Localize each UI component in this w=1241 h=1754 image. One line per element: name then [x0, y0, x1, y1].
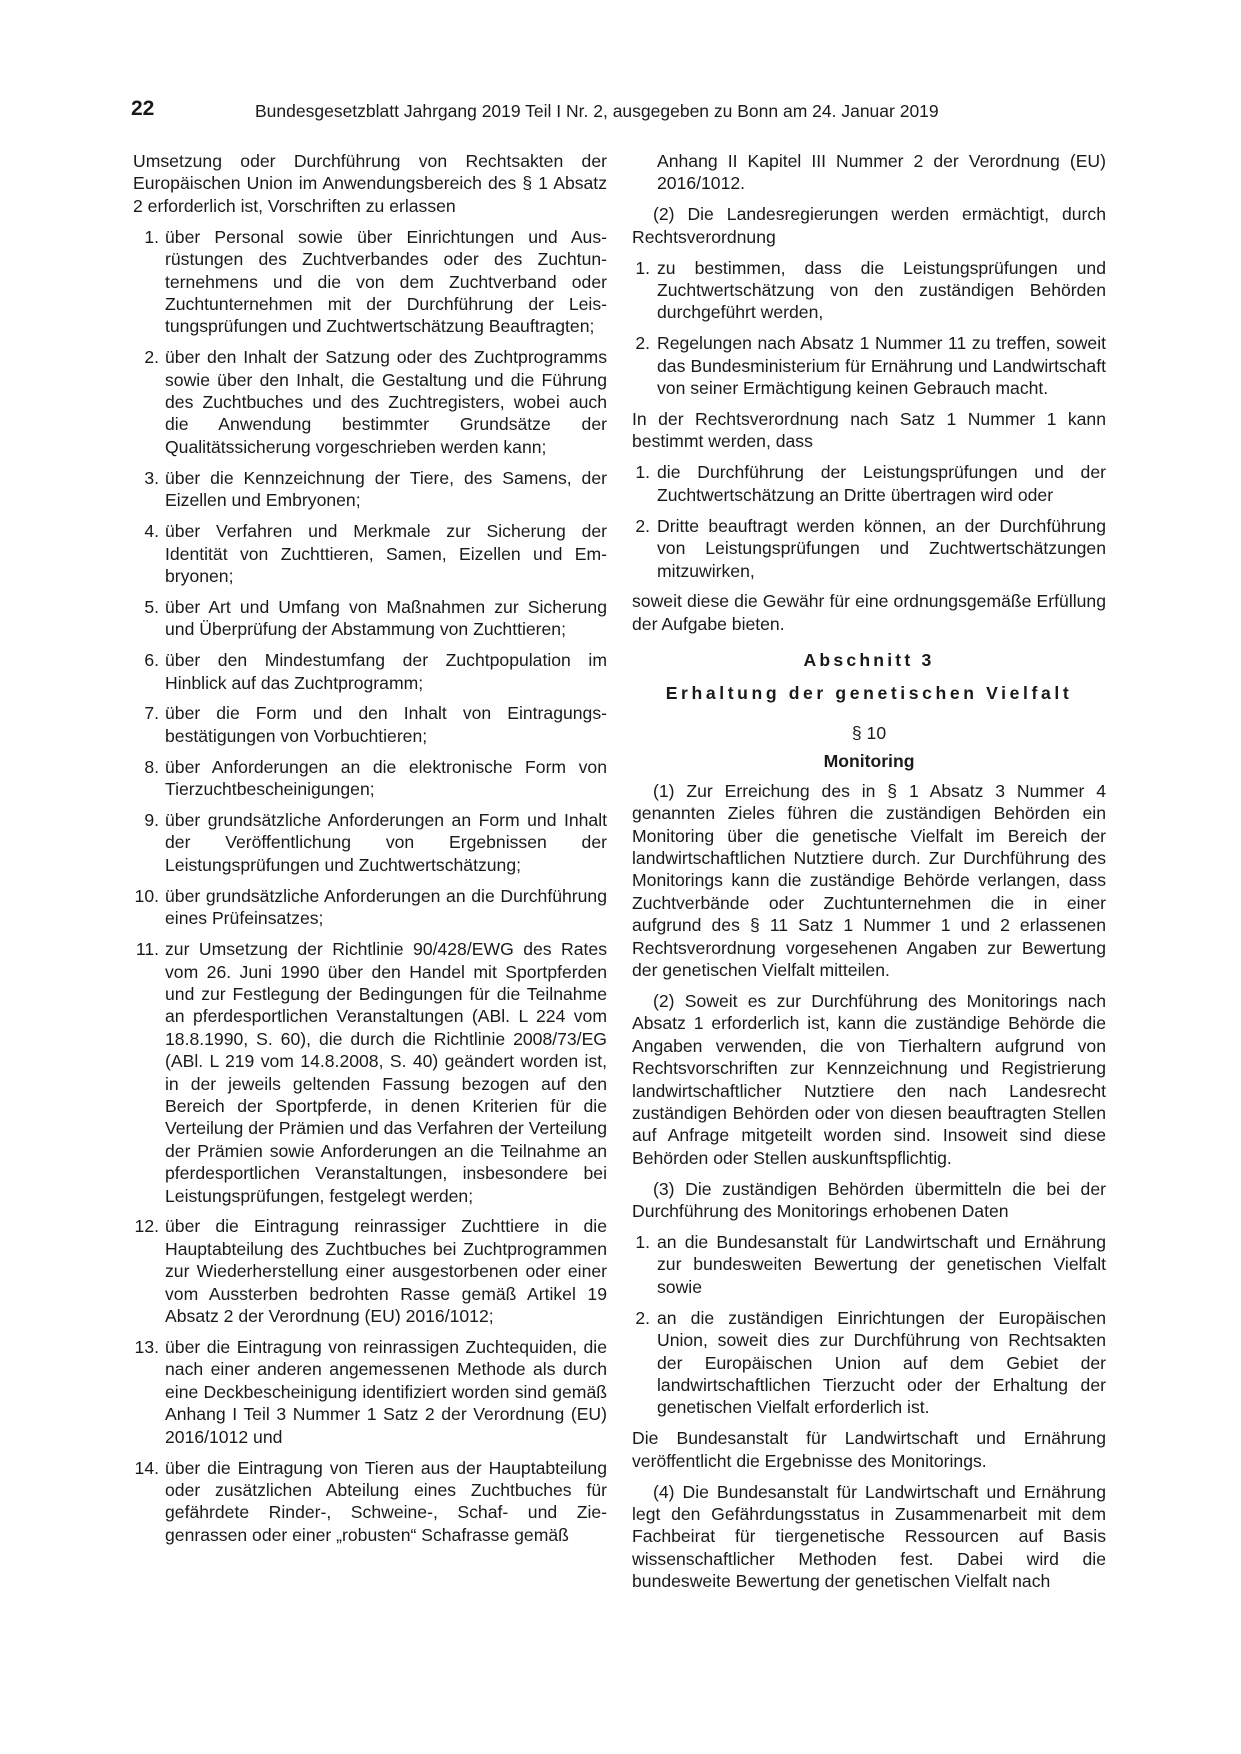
list-number: 12.	[134, 1216, 159, 1237]
list-item	[632, 515, 1106, 582]
list-item	[632, 1231, 1106, 1298]
list-number: 1.	[635, 1232, 650, 1253]
list-number: 5.	[144, 596, 159, 617]
list-number: 1.	[144, 226, 159, 247]
list-number: 11.	[135, 939, 159, 960]
list-item	[632, 461, 1106, 506]
list-number: 2.	[144, 347, 159, 368]
section-title: Erhaltung der genetischen Vielfalt	[665, 682, 1073, 703]
paragraph-2-list-b	[632, 461, 1106, 582]
list-text: über Verfahren und Merkmale zur Sicherung der Identität von Zuchttieren, Samen, Eizellen und Embryonen;	[165, 521, 607, 586]
list-item	[133, 938, 607, 1207]
list-text: über die Kennzeichnung der Tiere, des Samens, der Eizellen und Embryonen;	[165, 467, 607, 511]
paragraph-2-sentence: In der Rechtsverordnung nach Satz 1 Nummer 1 kann bestimmt werden, dass	[632, 409, 1106, 452]
list-text: Regelungen nach Absatz 1 Nummer 11 zu treffen, soweit das Bundesministerium für Ernährung und Landwirtschaft von seiner Ermächtigung keinen Gebrauch macht.	[657, 333, 1106, 399]
list-item	[632, 257, 1106, 324]
list-item	[133, 467, 607, 512]
list-number: 4.	[144, 521, 159, 542]
list-number: 13.	[134, 1337, 159, 1357]
list-item	[632, 332, 1106, 399]
list-item	[133, 1215, 607, 1327]
list-item	[632, 1307, 1106, 1419]
left-list	[133, 226, 607, 1546]
list-item	[133, 756, 607, 801]
list-number: 2.	[635, 1307, 650, 1328]
list-number: 2.	[635, 515, 650, 536]
list-text: über die Form und den Inhalt von Eintragungsbestätigungen von Vorbuchtieren;	[165, 703, 607, 746]
list-number: 3.	[144, 467, 159, 488]
monitoring-paragraph-1: (1) Zur Erreichung des in § 1 Absatz 3 Nummer 4 genannten Zieles führen die zuständigen Behörden ein Monitoring über die genetische Vielfalt im Bereich der landwirtschaftlichen Nutztiere durch. Zur Durchführung des Monitorings kann die zuständige Behörde verlangen, dass Zuchtverbände oder Zuchtunternehmen die in einer aufgrund des § 11 Satz 1 Nummer 1 und 2 erlassenen Rechtsverordnung vorgesehenen Angaben zur Bewertung der genetischen Vielfalt mitteilen.	[632, 780, 1106, 981]
monitoring-paragraph-3-list	[632, 1231, 1106, 1419]
list-text: über den Inhalt der Satzung oder des Zuchtprogramms sowie über den Inhalt, die Gestaltung und die Führung des Zuchtbuches und des Zuchtregisters, wobei auch die Anwendung bestimmter Grundsätze der Qualitätssicherung vorgeschrieben werden kann;	[165, 347, 607, 457]
list-item	[133, 809, 607, 876]
list-text: über grundsätzliche Anforderungen an Form und Inhalt der Veröffentlichung von Ergebnissen der Leistungsprüfungen und Zuchtwertschätzung;	[165, 810, 607, 875]
left-intro: Umsetzung oder Durchführung von Rechtsakten der Europäischen Union im Anwendungsbereich des § 1 Absatz 2 erforderlich ist, Vorschriften zu erlassen	[133, 151, 607, 216]
list-text: Dritte beauftragt werden können, an der Durchführung von Leistungsprüfungen und Zuchtwertschätzungen mitzuwirken,	[657, 515, 1106, 581]
list-number: 8.	[144, 756, 159, 777]
monitoring-paragraph-3-intro: (3) Die zuständigen Behörden übermitteln die bei der Durchführung des Monitorings erhobenen Daten	[632, 1178, 1106, 1222]
right-column	[632, 150, 1106, 1601]
list-number: 9.	[144, 810, 159, 831]
list-text: zur Umsetzung der Richtlinie 90/428/EWG des Rates vom 26. Juni 1990 über den Handel mit Sportpferden und zur Festlegung der Bedingungen für die Teilnahme an pferdesportlichen Veranstaltungen (ABl. L 224 vom 18.8.1990, S. 60), die durch die Richtlinie 2008/73/EG (ABl. L 219 vom 14.8.2008, S. 40) geändert worden ist, in der jeweils geltenden Fassung bezogen auf den Bereich der Sportpferde, in denen Kriterien für die Verteilung der Prämien und das Verfahren der Verteilung der Prämien sowie Anforderungen an die Teilnahme an pferdesportlichen Veranstaltungen, insbesondere bei Leistungsprüfungen, festgelegt werden;	[165, 939, 607, 1206]
list-text: über den Mindestumfang der Zuchtpopulation im Hinblick auf das Zuchtprogramm;	[165, 650, 607, 693]
list-text: über die Eintragung von Tieren aus der Hauptabteilung oder zusätzlichen Abteilung eines Zuchtbuches für gefährdete Rinder-, Schweine-, Schaf- und Ziegenrassen oder einer „robusten“ Schafrasse gemäß	[165, 1457, 607, 1545]
section-heading: Abschnitt 3	[803, 650, 935, 671]
paragraph-2-intro: (2) Die Landesregierungen werden ermächtigt, durch Rechtsverordnung	[632, 204, 1106, 247]
list-item	[133, 596, 607, 641]
paragraph-number: § 10	[851, 723, 887, 744]
running-title: Bundesgesetzblatt Jahrgang 2019 Teil I Nr. 2, ausgegeben zu Bonn am 24. Januar 2019	[255, 101, 939, 121]
paragraph-title: Monitoring	[823, 751, 915, 772]
list-text: über die Eintragung von reinrassigen Zuchtequiden, die nach einer anderen angemessenen Methode als durch eine Deckbescheinigung identifiziert worden sind gemäß Anhang I Teil 3 Nummer 1 Satz 2 der Verordnung (EU) 2016/1012 und	[165, 1337, 607, 1447]
monitoring-paragraph-3-closing: Die Bundesanstalt für Landwirtschaft und Ernährung veröffentlicht die Ergebnisse des Monitorings.	[632, 1428, 1106, 1471]
list-continuation: Anhang II Kapitel III Nummer 2 der Verordnung (EU) 2016/1012.	[657, 151, 1106, 194]
list-text: an die Bundesanstalt für Landwirtschaft und Ernährung zur bundesweiten Bewertung der genetischen Vielfalt sowie	[657, 1232, 1106, 1297]
list-item	[133, 226, 607, 338]
list-text: zu bestimmen, dass die Leistungsprüfungen und Zuchtwertschätzung von den zuständigen Behörden durchgeführt werden,	[657, 257, 1106, 323]
left-column	[133, 150, 607, 1555]
page-header	[131, 98, 1111, 128]
list-number: 7.	[144, 703, 159, 724]
page-number: 22	[131, 97, 155, 120]
list-item	[133, 520, 607, 587]
paragraph-2-closing: soweit diese die Gewähr für eine ordnungsgemäße Erfüllung der Aufgabe bieten.	[632, 591, 1106, 634]
list-number: 10.	[134, 885, 159, 906]
list-number: 1.	[635, 257, 650, 278]
list-text: die Durchführung der Leistungsprüfungen und der Zuchtwertschätzung an Dritte übertragen wird oder	[657, 462, 1106, 505]
monitoring-paragraph-2: (2) Soweit es zur Durchführung des Monitorings nach Absatz 1 erforderlich ist, kann die zuständige Behörde die Angaben verwenden, die von Tierhaltern aufgrund von Rechtsvorschriften zur Kennzeichnung und Registrierung landwirtschaftlicher Nutztiere den nach Landesrecht zuständigen Behörden oder von diesen beauftragten Stellen auf Anfrage mitgeteilt worden sind. Insoweit sind diese Behörden oder Stellen auskunftspflichtig.	[632, 991, 1106, 1168]
list-item	[133, 885, 607, 930]
list-text: über Anforderungen an die elektronische Form von Tierzuchtbescheinigungen;	[165, 756, 607, 800]
list-item	[133, 346, 607, 458]
list-item	[133, 1336, 607, 1448]
list-item	[133, 649, 607, 694]
list-number: 1.	[635, 462, 650, 483]
paragraph-2-list	[632, 257, 1106, 400]
list-item	[133, 1457, 607, 1547]
list-number: 6.	[144, 650, 159, 671]
monitoring-paragraph-4: (4) Die Bundesanstalt für Landwirtschaft und Ernährung legt den Gefährdungsstatus in Zusammenarbeit mit dem Fachbeirat für tiergenetische Ressourcen auf Basis wissenschaftlicher Methoden fest. Dabei wird die bundesweite Bewertung der genetischen Vielfalt nach	[632, 1481, 1106, 1592]
list-text: über grundsätzliche Anforderungen an die Durchführung eines Prüfeinsatzes;	[165, 885, 607, 929]
list-text: über die Eintragung reinrassiger Zuchttiere in die Hauptabteilung des Zuchtbuches bei Zuchtprogrammen zur Wiederherstellung einer ausgestorbenen oder einer vom Aussterben bedrohten Rasse gemäß Artikel 19 Absatz 2 der Verordnung (EU) 2016/1012;	[165, 1216, 607, 1327]
list-text: an die zuständigen Einrichtungen der Europäischen Union, soweit dies zur Durchführung von Rechtsakten der Europäischen Union auf dem Gebiet der landwirtschaftlichen Tierzucht oder der Erhaltung der genetischen Vielfalt erforderlich ist.	[657, 1307, 1106, 1418]
list-item	[133, 702, 607, 747]
list-text: über Personal sowie über Einrichtungen und Ausrüstungen des Zuchtverbandes oder des Zuchtunternehmens und die von dem Zuchtverband oder Zuchtunternehmen mit der Durchführung der Leistungsprüfungen und Zuchtwertschätzung Beauftragten;	[165, 226, 607, 337]
list-text: über Art und Umfang von Maßnahmen zur Sicherung und Überprüfung der Abstammung von Zuchttieren;	[165, 596, 607, 640]
list-number: 2.	[635, 333, 650, 354]
list-number: 14.	[134, 1457, 159, 1478]
